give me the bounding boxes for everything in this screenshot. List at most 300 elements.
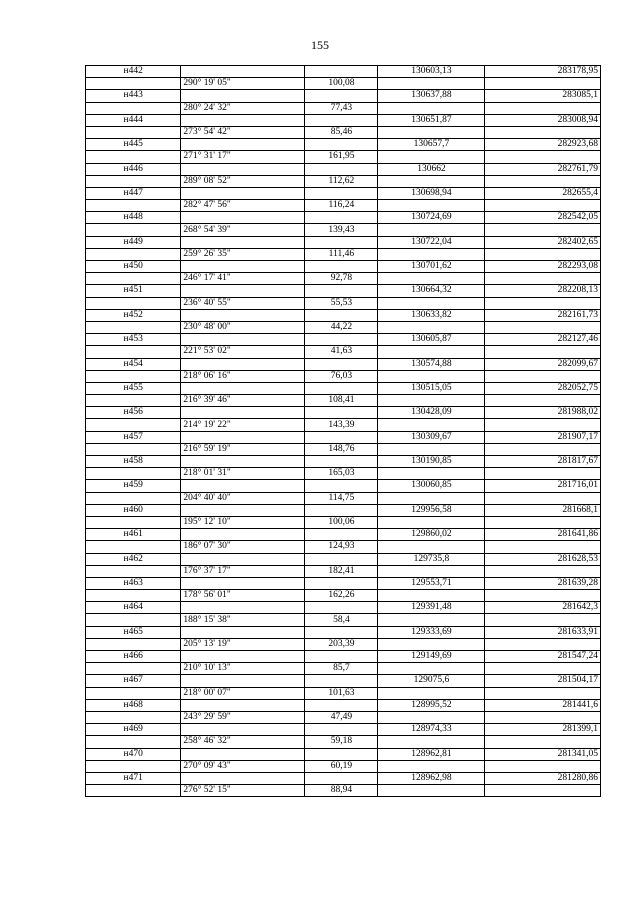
direction-angle: 258° 46' 32" [181,736,305,748]
empty-cell [86,175,181,187]
empty-cell [378,785,485,797]
empty-cell [305,382,378,394]
empty-cell [305,553,378,565]
point-name: н451 [86,285,181,297]
point-row [86,334,601,346]
segment-length: 114,75 [305,492,378,504]
empty-cell [305,724,378,736]
empty-cell [305,236,378,248]
point-name: н455 [86,382,181,394]
empty-cell [485,370,601,382]
point-row [86,358,601,370]
empty-cell [378,565,485,577]
direction-angle: 216° 39' 46" [181,395,305,407]
y-coordinate: 281504,17 [485,675,601,687]
empty-cell [181,358,305,370]
segment-row [86,736,601,748]
direction-angle: 282° 47' 56" [181,200,305,212]
y-coordinate: 282161,73 [485,309,601,321]
x-coordinate: 129553,71 [378,577,485,589]
point-row [86,285,601,297]
point-row [86,651,601,663]
y-coordinate: 282761,79 [485,163,601,175]
empty-cell [181,480,305,492]
empty-cell [378,663,485,675]
direction-angle: 236° 40' 55" [181,297,305,309]
y-coordinate: 281441,6 [485,699,601,711]
empty-cell [485,78,601,90]
segment-row [86,687,601,699]
x-coordinate: 129860,02 [378,529,485,541]
segment-length: 55,53 [305,297,378,309]
segment-row [86,151,601,163]
segment-row [86,468,601,480]
segment-row [86,419,601,431]
direction-angle: 270° 09' 43" [181,760,305,772]
empty-cell [305,480,378,492]
empty-cell [305,212,378,224]
y-coordinate: 282127,46 [485,334,601,346]
segment-length: 124,93 [305,541,378,553]
empty-cell [86,126,181,138]
y-coordinate: 281907,17 [485,431,601,443]
empty-cell [485,346,601,358]
point-row [86,529,601,541]
y-coordinate: 281642,3 [485,602,601,614]
empty-cell [485,614,601,626]
x-coordinate: 130190,85 [378,456,485,468]
x-coordinate: 130515,05 [378,382,485,394]
x-coordinate: 130664,32 [378,285,485,297]
empty-cell [485,175,601,187]
page-number: 155 [311,38,329,52]
segment-row [86,638,601,650]
x-coordinate: 130637,88 [378,90,485,102]
empty-cell [485,541,601,553]
empty-cell [181,748,305,760]
segment-length: 41,63 [305,346,378,358]
y-coordinate: 282542,05 [485,212,601,224]
point-name: н465 [86,626,181,638]
direction-angle: 214° 19' 22" [181,419,305,431]
segment-row [86,321,601,333]
x-coordinate: 129956,58 [378,504,485,516]
y-coordinate: 281547,24 [485,651,601,663]
segment-row [86,760,601,772]
segment-length: 112,62 [305,175,378,187]
segment-length: 77,43 [305,102,378,114]
empty-cell [378,346,485,358]
empty-cell [86,785,181,797]
point-name: н460 [86,504,181,516]
empty-cell [378,516,485,528]
point-name: н461 [86,529,181,541]
direction-angle: 218° 06' 16" [181,370,305,382]
segment-row [86,395,601,407]
empty-cell [305,358,378,370]
empty-cell [378,443,485,455]
direction-angle: 280° 24' 32" [181,102,305,114]
x-coordinate: 128974,33 [378,724,485,736]
x-coordinate: 130428,09 [378,407,485,419]
empty-cell [181,90,305,102]
empty-cell [305,187,378,199]
x-coordinate: 130724,69 [378,212,485,224]
empty-cell [378,614,485,626]
segment-row [86,565,601,577]
segment-length: 182,41 [305,565,378,577]
empty-cell [86,711,181,723]
segment-length: 100,06 [305,516,378,528]
y-coordinate: 282923,68 [485,139,601,151]
direction-angle: 216° 59' 19" [181,443,305,455]
empty-cell [86,78,181,90]
empty-cell [86,638,181,650]
x-coordinate: 129735,8 [378,553,485,565]
point-row [86,187,601,199]
segment-row [86,492,601,504]
direction-angle: 259° 26' 35" [181,248,305,260]
empty-cell [485,638,601,650]
segment-length: 111,46 [305,248,378,260]
empty-cell [181,382,305,394]
segment-row [86,443,601,455]
empty-cell [86,224,181,236]
direction-angle: 271° 31' 17" [181,151,305,163]
point-name: н471 [86,772,181,784]
x-coordinate: 130060,85 [378,480,485,492]
y-coordinate: 282655,4 [485,187,601,199]
point-name: н458 [86,456,181,468]
point-name: н450 [86,261,181,273]
point-name: н449 [86,236,181,248]
empty-cell [485,687,601,699]
direction-angle: 218° 01' 31" [181,468,305,480]
empty-cell [181,651,305,663]
point-row [86,431,601,443]
empty-cell [86,614,181,626]
empty-cell [485,785,601,797]
segment-length: 165,03 [305,468,378,480]
empty-cell [378,492,485,504]
empty-cell [485,151,601,163]
empty-cell [181,285,305,297]
point-name: н464 [86,602,181,614]
empty-cell [485,273,601,285]
point-row [86,456,601,468]
segment-length: 58,4 [305,614,378,626]
empty-cell [378,711,485,723]
direction-angle: 195° 12' 10" [181,516,305,528]
empty-cell [86,321,181,333]
empty-cell [181,309,305,321]
empty-cell [86,102,181,114]
direction-angle: 230° 48' 00" [181,321,305,333]
empty-cell [305,261,378,273]
point-name: н442 [86,66,181,78]
point-row [86,382,601,394]
empty-cell [86,200,181,212]
empty-cell [181,66,305,78]
segment-row [86,346,601,358]
segment-row [86,785,601,797]
segment-length: 88,94 [305,785,378,797]
direction-angle: 205° 13' 19" [181,638,305,650]
empty-cell [485,395,601,407]
point-row [86,504,601,516]
segment-length: 161,95 [305,151,378,163]
empty-cell [181,699,305,711]
empty-cell [485,419,601,431]
segment-length: 47,49 [305,711,378,723]
y-coordinate: 282052,75 [485,382,601,394]
point-name: н443 [86,90,181,102]
x-coordinate: 130309,67 [378,431,485,443]
segment-row [86,297,601,309]
y-coordinate: 282402,65 [485,236,601,248]
point-row [86,480,601,492]
x-coordinate: 129333,69 [378,626,485,638]
empty-cell [305,626,378,638]
segment-length: 60,19 [305,760,378,772]
empty-cell [305,334,378,346]
empty-cell [378,297,485,309]
empty-cell [305,602,378,614]
segment-row [86,200,601,212]
empty-cell [305,675,378,687]
y-coordinate: 281280,86 [485,772,601,784]
y-coordinate: 282099,67 [485,358,601,370]
segment-row [86,516,601,528]
empty-cell [305,163,378,175]
x-coordinate: 130651,87 [378,114,485,126]
empty-cell [181,431,305,443]
empty-cell [485,565,601,577]
empty-cell [378,200,485,212]
empty-cell [86,151,181,163]
y-coordinate: 281341,05 [485,748,601,760]
empty-cell [485,468,601,480]
coordinates-table [85,65,601,797]
empty-cell [181,139,305,151]
point-name: н456 [86,407,181,419]
empty-cell [378,370,485,382]
x-coordinate: 128995,52 [378,699,485,711]
empty-cell [181,724,305,736]
empty-cell [378,151,485,163]
empty-cell [485,711,601,723]
direction-angle: 246° 17' 41" [181,273,305,285]
empty-cell [181,236,305,248]
empty-cell [485,736,601,748]
empty-cell [305,456,378,468]
x-coordinate: 130603,13 [378,66,485,78]
empty-cell [378,224,485,236]
y-coordinate: 281817,67 [485,456,601,468]
y-coordinate: 281716,01 [485,480,601,492]
empty-cell [181,626,305,638]
empty-cell [181,529,305,541]
empty-cell [181,504,305,516]
empty-cell [305,114,378,126]
segment-row [86,224,601,236]
empty-cell [378,760,485,772]
empty-cell [485,492,601,504]
point-name: н453 [86,334,181,346]
segment-length: 139,43 [305,224,378,236]
empty-cell [485,443,601,455]
x-coordinate: 130605,87 [378,334,485,346]
empty-cell [305,309,378,321]
direction-angle: 273° 54' 42" [181,126,305,138]
empty-cell [86,370,181,382]
empty-cell [378,321,485,333]
empty-cell [181,577,305,589]
empty-cell [86,687,181,699]
empty-cell [485,126,601,138]
y-coordinate: 283008,94 [485,114,601,126]
empty-cell [485,663,601,675]
point-name: н467 [86,675,181,687]
direction-angle: 218° 00' 07" [181,687,305,699]
point-name: н448 [86,212,181,224]
empty-cell [305,699,378,711]
empty-cell [378,419,485,431]
point-name: н444 [86,114,181,126]
empty-cell [485,224,601,236]
segment-row [86,248,601,260]
empty-cell [305,431,378,443]
point-name: н468 [86,699,181,711]
direction-angle: 176° 37' 17" [181,565,305,577]
segment-length: 85,46 [305,126,378,138]
segment-row [86,370,601,382]
x-coordinate: 130701,62 [378,261,485,273]
empty-cell [378,126,485,138]
segment-length: 92,78 [305,273,378,285]
x-coordinate: 129075,6 [378,675,485,687]
segment-row [86,614,601,626]
segment-row [86,175,601,187]
empty-cell [305,504,378,516]
x-coordinate: 128962,98 [378,772,485,784]
empty-cell [181,675,305,687]
point-name: н470 [86,748,181,760]
point-row [86,602,601,614]
direction-angle: 290° 19' 05" [181,78,305,90]
empty-cell [485,516,601,528]
segment-length: 101,63 [305,687,378,699]
point-row [86,553,601,565]
point-row [86,724,601,736]
point-row [86,699,601,711]
point-row [86,139,601,151]
empty-cell [305,90,378,102]
empty-cell [378,541,485,553]
point-row [86,407,601,419]
empty-cell [181,114,305,126]
y-coordinate: 283178,95 [485,66,601,78]
empty-cell [86,443,181,455]
empty-cell [181,602,305,614]
empty-cell [305,66,378,78]
point-row [86,163,601,175]
point-name: н459 [86,480,181,492]
segment-row [86,541,601,553]
empty-cell [485,248,601,260]
empty-cell [485,297,601,309]
empty-cell [305,407,378,419]
empty-cell [378,78,485,90]
y-coordinate: 282293,08 [485,261,601,273]
y-coordinate: 281641,86 [485,529,601,541]
empty-cell [485,102,601,114]
empty-cell [181,163,305,175]
point-row [86,748,601,760]
segment-length: 148,76 [305,443,378,455]
empty-cell [86,346,181,358]
direction-angle: 186° 07' 30" [181,541,305,553]
direction-angle: 178° 56' 01" [181,590,305,602]
point-row [86,626,601,638]
point-row [86,66,601,78]
segment-length: 203,39 [305,638,378,650]
point-name: н457 [86,431,181,443]
segment-length: 85,7 [305,663,378,675]
point-name: н452 [86,309,181,321]
point-name: н469 [86,724,181,736]
empty-cell [86,248,181,260]
empty-cell [86,541,181,553]
x-coordinate: 128962,81 [378,748,485,760]
empty-cell [485,590,601,602]
direction-angle: 188° 15' 38" [181,614,305,626]
direction-angle: 289° 08' 52" [181,175,305,187]
empty-cell [86,760,181,772]
segment-row [86,273,601,285]
empty-cell [305,651,378,663]
x-coordinate: 130633,82 [378,309,485,321]
empty-cell [305,139,378,151]
empty-cell [485,321,601,333]
direction-angle: 221° 53' 02" [181,346,305,358]
x-coordinate: 130722,04 [378,236,485,248]
empty-cell [305,285,378,297]
direction-angle: 243° 29' 59" [181,711,305,723]
empty-cell [181,553,305,565]
empty-cell [378,736,485,748]
point-name: н454 [86,358,181,370]
direction-angle: 204° 40' 40" [181,492,305,504]
point-row [86,772,601,784]
empty-cell [86,419,181,431]
y-coordinate: 281639,28 [485,577,601,589]
empty-cell [305,577,378,589]
empty-cell [181,334,305,346]
segment-length: 162,26 [305,590,378,602]
point-row [86,261,601,273]
segment-length: 116,24 [305,200,378,212]
empty-cell [378,687,485,699]
segment-row [86,78,601,90]
segment-row [86,663,601,675]
empty-cell [181,407,305,419]
x-coordinate: 129149,69 [378,651,485,663]
empty-cell [86,297,181,309]
empty-cell [378,175,485,187]
empty-cell [378,102,485,114]
point-name: н445 [86,139,181,151]
